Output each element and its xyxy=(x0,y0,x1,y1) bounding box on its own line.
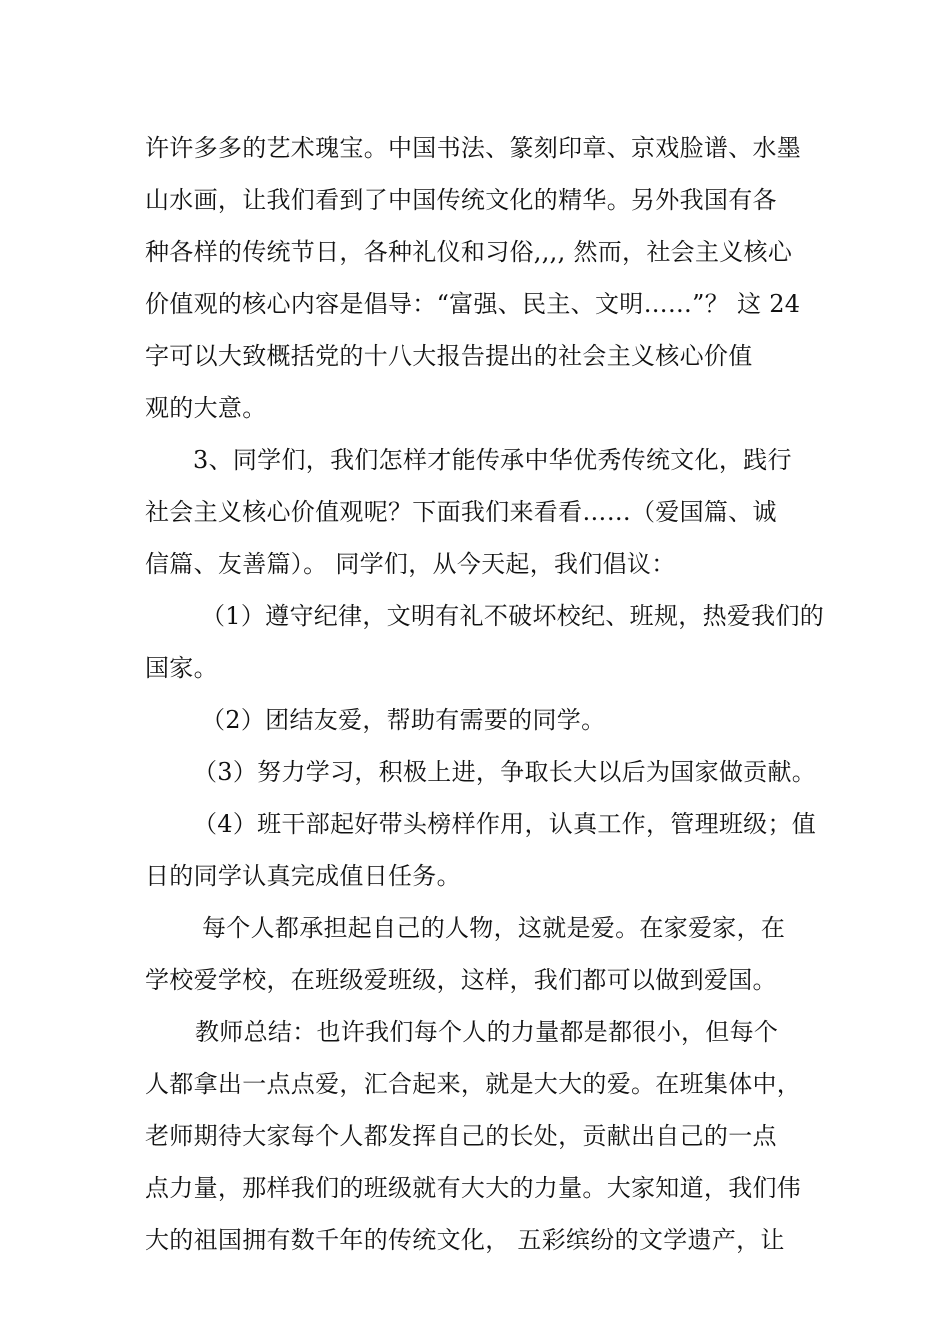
text-line: 学校爱学校，在班级爱班级，这样，我们都可以做到爱国。 xyxy=(145,966,777,994)
text-line: 人都拿出一点点爱，汇合起来，就是大大的爱。在班集体中， xyxy=(145,1070,802,1098)
text-line: 3、同学们，我们怎样才能传承中华优秀传统文化，践行 xyxy=(193,446,792,474)
text-line: 大的祖国拥有数千年的传统文化， 五彩缤纷的文学遗产，让 xyxy=(145,1226,785,1254)
text-line: 价值观的核心内容是倡导：“富强、民主、文明……”？ 这 24 xyxy=(145,290,801,318)
text-line: 字可以大致概括党的十八大报告提出的社会主义核心价值 xyxy=(145,342,753,370)
text-line: 观的大意。 xyxy=(145,394,267,422)
text-line: （2）团结友爱，帮助有需要的同学。 xyxy=(201,706,606,734)
text-line: 每个人都承担起自己的人物，这就是爱。在家爱家，在 xyxy=(202,914,786,942)
text-line: 教师总结：也许我们每个人的力量都是都很小，但每个 xyxy=(195,1018,779,1046)
text-line: 种各样的传统节日，各种礼仪和习俗,,,, 然而，社会主义核心 xyxy=(145,238,793,266)
text-line: （4）班干部起好带头榜样作用，认真工作，管理班级；值 xyxy=(193,810,817,838)
document-body xyxy=(145,122,825,1266)
text-line: 老师期待大家每个人都发挥自己的长处，贡献出自己的一点 xyxy=(145,1122,777,1150)
text-line: （3）努力学习，积极上进，争取长大以后为国家做贡献。 xyxy=(193,758,817,786)
text-line: 社会主义核心价值观呢？下面我们来看看……（爱国篇、诚 xyxy=(145,498,777,526)
text-line: 山水画，让我们看到了中国传统文化的精华。另外我国有各 xyxy=(145,186,777,214)
text-line: 许许多多的艺术瑰宝。中国书法、篆刻印章、京戏脸谱、水墨 xyxy=(145,134,802,162)
text-line: 信篇、友善篇）。 同学们，从今天起，我们倡议： xyxy=(145,550,676,578)
text-line: 日的同学认真完成值日任务。 xyxy=(145,862,461,890)
text-line: 国家。 xyxy=(145,654,218,682)
text-line: 点力量，那样我们的班级就有大大的力量。大家知道，我们伟 xyxy=(145,1174,802,1202)
text-line: （1）遵守纪律，文明有礼不破坏校纪、班规，热爱我们的 xyxy=(201,602,825,630)
